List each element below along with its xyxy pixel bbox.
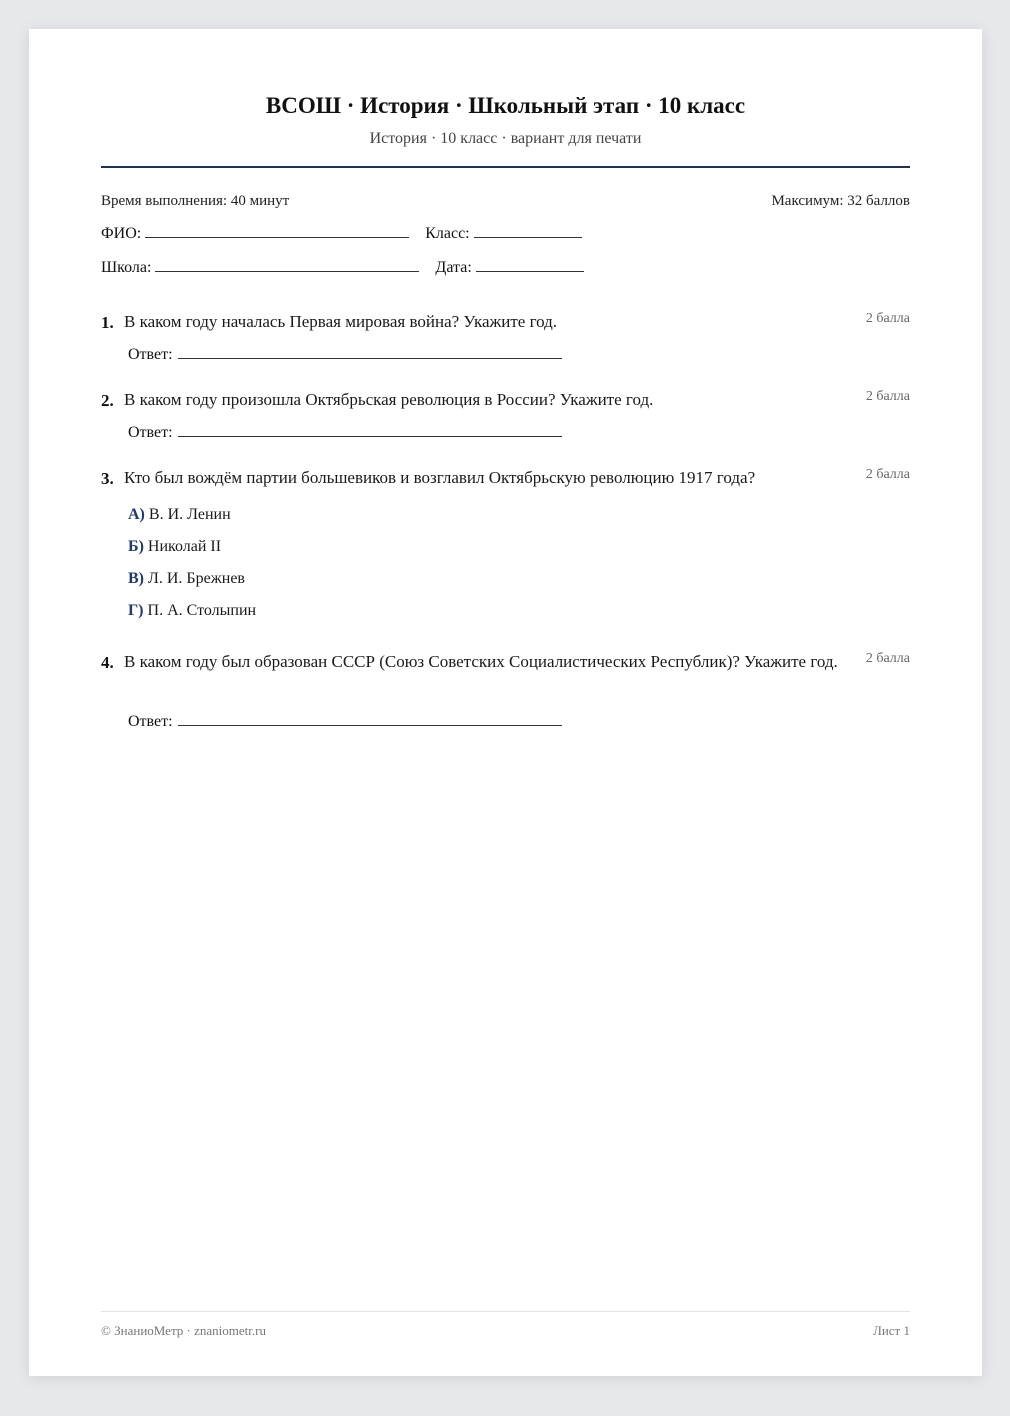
fio-label: ФИО: — [101, 225, 142, 242]
question-text: В каком году началась Первая мировая война? Укажите год. — [124, 312, 558, 331]
question-number: 1. — [101, 313, 114, 332]
school-field[interactable] — [155, 271, 419, 272]
date-label: Дата: — [435, 259, 472, 276]
fio-field[interactable] — [145, 237, 409, 238]
answer-label: Ответ: — [128, 346, 173, 363]
field-row-fio-class — [101, 225, 910, 243]
answer-row-4 — [128, 713, 562, 731]
date-field[interactable] — [476, 271, 584, 272]
question-points: 2 балла — [865, 389, 910, 404]
option-a[interactable] — [128, 506, 231, 524]
school-label: Школа: — [101, 259, 152, 276]
option-letter: Б) — [128, 538, 144, 555]
answer-row-1 — [128, 346, 562, 364]
answer-label: Ответ: — [128, 713, 173, 730]
question-number: 2. — [101, 391, 114, 410]
footer-copyright: © ЗнаниоМетр · znaniometr.ru — [101, 1323, 266, 1338]
option-letter: А) — [128, 506, 145, 523]
question-points: 2 балла — [865, 651, 910, 666]
page-subtitle: История · 10 класс · вариант для печати — [369, 130, 642, 147]
page-title: ВСОШ · История · Школьный этап · 10 класс — [265, 93, 746, 118]
field-row-school-date — [101, 259, 910, 277]
question-number: 4. — [101, 653, 114, 672]
option-text: П. А. Столыпин — [147, 602, 257, 619]
answer-field-1[interactable] — [178, 358, 562, 359]
question-text: В каком году произошла Октябрьская революция в России? Укажите год. — [124, 390, 654, 409]
question-text: В каком году был образован СССР (Союз Советских Социалистических Республик)? Укажите год. — [124, 652, 838, 671]
class-field[interactable] — [474, 237, 582, 238]
answer-field-4[interactable] — [178, 725, 562, 726]
time-limit: Время выполнения: 40 минут — [101, 193, 290, 209]
question-points: 2 балла — [865, 467, 910, 482]
meta-row — [101, 193, 910, 210]
option-letter: В) — [128, 570, 144, 587]
max-score: Максимум: 32 баллов — [771, 193, 910, 209]
footer-divider — [101, 1311, 910, 1312]
question-text: Кто был вождём партии большевиков и возглавил Октябрьскую революцию 1917 года? — [124, 468, 756, 487]
option-letter: Г) — [128, 602, 144, 619]
question-points: 2 балла — [865, 311, 910, 326]
option-text: В. И. Ленин — [148, 506, 231, 523]
option-v[interactable] — [128, 570, 245, 588]
class-label: Класс: — [425, 225, 470, 242]
printable-sheet — [29, 29, 982, 1376]
option-text: Николай II — [147, 538, 222, 555]
header-divider — [101, 166, 910, 168]
option-b[interactable] — [128, 538, 221, 556]
answer-field-2[interactable] — [178, 436, 562, 437]
option-g[interactable] — [128, 602, 256, 620]
answer-label: Ответ: — [128, 424, 173, 441]
question-number: 3. — [101, 469, 114, 488]
sheet-content — [101, 29, 910, 1376]
footer-page-number: Лист 1 — [873, 1323, 910, 1338]
answer-row-2 — [128, 424, 562, 442]
option-text: Л. И. Брежнев — [148, 570, 245, 587]
